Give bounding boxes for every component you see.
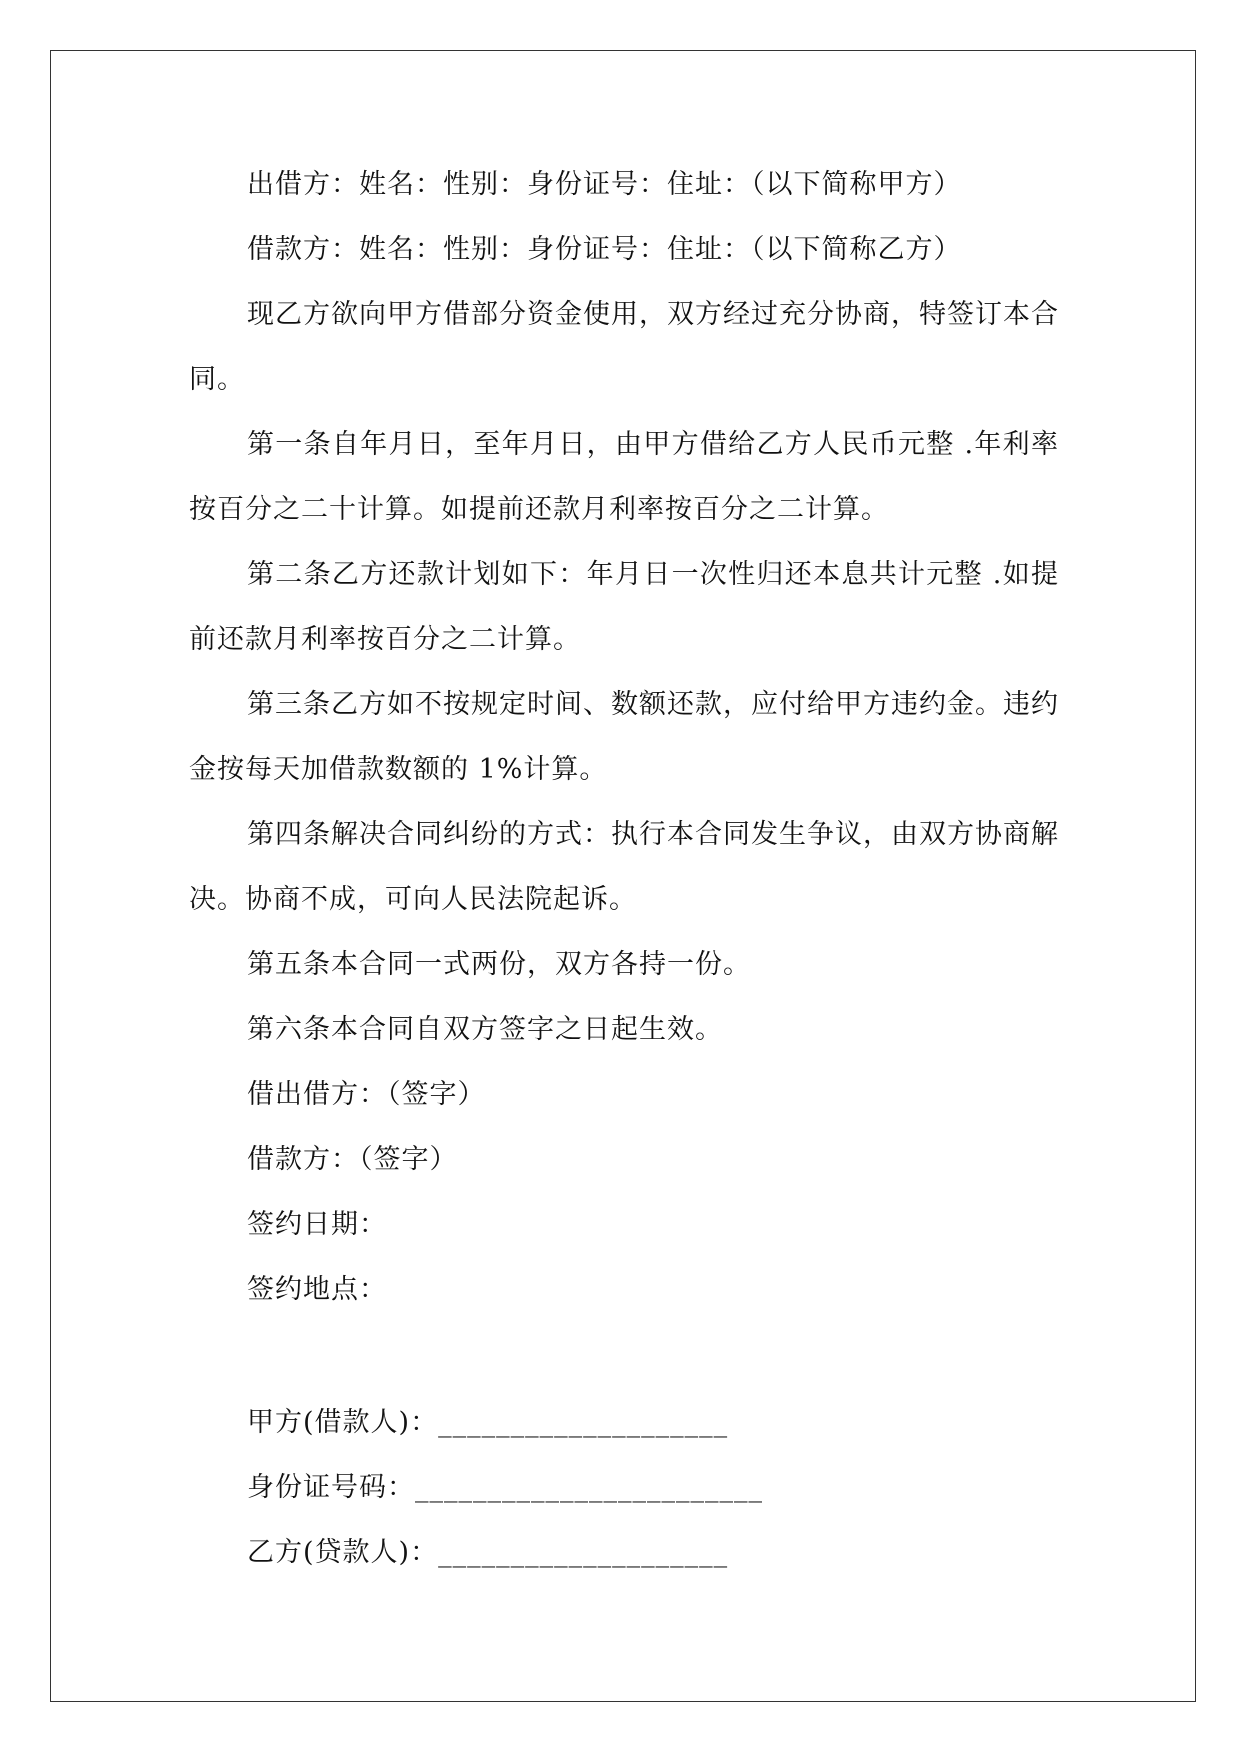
borrower-info-line: 借款方：姓名：性别：身份证号：住址：（以下简称乙方）	[247, 234, 962, 265]
party-a-line: 甲方(借款人)：____________________	[247, 1407, 729, 1438]
article-4: 第四条解决合同纠纷的方式：执行本合同发生争议，由双方协商解决。协商不成，可向人民法院起诉。	[189, 819, 1059, 915]
article-6: 第六条本合同自双方签字之日起生效。	[247, 1014, 723, 1045]
article-5: 第五条本合同一式两份，双方各持一份。	[247, 949, 751, 980]
party-b-line: 乙方(贷款人)：____________________	[247, 1537, 729, 1568]
contract-body	[189, 152, 1059, 1585]
article-1: 第一条自年月日，至年月日，由甲方借给乙方人民币元整 .年利率按百分之二十计算。如提前还款月利率按百分之二计算。	[189, 429, 1059, 525]
signing-date-line: 签约日期：	[247, 1209, 387, 1240]
intro-paragraph: 现乙方欲向甲方借部分资金使用，双方经过充分协商，特签订本合同。	[189, 299, 1059, 395]
article-3: 第三条乙方如不按规定时间、数额还款，应付给甲方违约金。违约金按每天加借款数额的 1%计算。	[189, 689, 1059, 785]
borrower-signature-line: 借款方：（签字）	[247, 1144, 458, 1175]
article-2: 第二条乙方还款计划如下：年月日一次性归还本息共计元整 .如提前还款月利率按百分之二计算。	[189, 559, 1059, 655]
lender-signature-line: 借出借方：（签字）	[247, 1079, 486, 1110]
lender-info-line: 出借方：姓名：性别：身份证号：住址：（以下简称甲方）	[247, 169, 962, 200]
spacer	[189, 1322, 1059, 1390]
signing-place-line: 签约地点：	[247, 1274, 387, 1305]
id-number-line: 身份证号码：________________________	[247, 1472, 763, 1503]
